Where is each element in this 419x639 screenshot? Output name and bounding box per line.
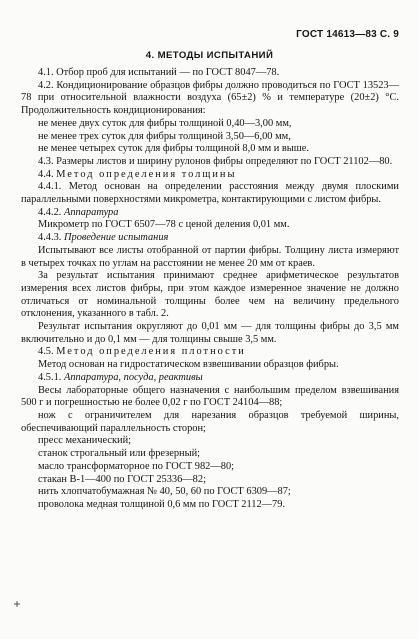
heading-text: Метод определения толщины (56, 168, 237, 180)
heading-4-4-3 (21, 232, 399, 245)
paragraph-testing: Испытывают все листы отобранной от партии фибры. Толщину листа измеряют в четырех точках по углам на расстоянии не менее 20 мм от краев. (21, 244, 399, 269)
paragraph-rounding: Результат испытания округляют до 0,01 мм — для толщины фибры до 3,5 мм включительно и до 0,1 мм — для толщины свыше 3,5 мм. (21, 321, 399, 345)
list-item: не менее двух суток для фибры толщиной 0,40—3,00 мм, (38, 117, 292, 129)
heading-4-4 (21, 169, 399, 182)
list-item: нож с ограничителем для нарезания образцов требуемой ширины, обеспечивающий параллельность сторон; (21, 409, 399, 434)
heading-text: Проведение испытания (64, 232, 169, 244)
heading-text: Аппаратура, посуда, реактивы (64, 371, 203, 383)
paragraph-micrometer: Микрометр по ГОСТ 6507—78 с ценой деления 0,01 мм. (38, 219, 290, 231)
heading-number: 4.5.1. (38, 371, 62, 383)
heading-number: 4.5. (38, 346, 54, 358)
heading-number: 4.4. (38, 168, 54, 180)
list-item: масло трансформаторное по ГОСТ 982—80; (38, 460, 235, 472)
margin-mark-icon (14, 601, 20, 607)
heading-4-5-1 (21, 372, 399, 385)
section-title: 4. МЕТОДЫ ИСПЫТАНИЙ (145, 50, 274, 61)
list-item: пресс механический; (38, 435, 132, 447)
paragraph-result: За результат испытания принимают среднее арифметическое результатов измерения всех листов фибры, при этом каждое измеренное значение не должно отличаться от номинальной толщины более чем на величину предельного отклонения, указанного в табл. 2. (21, 270, 399, 320)
heading-text: Аппаратура (64, 206, 119, 218)
paragraph-4-4-1: 4.4.1. Метод основан на определении расстояния между двумя плоскими параллельными поверхностями микрометра, контактирующими с листом фибры. (21, 181, 399, 206)
paragraph-4-2: 4.2. Кондиционирование образцов фибры должно проводиться по ГОСТ 13523—78 при относительной влажности воздуха (65±2) % и температуре (20±2) °С. Продолжительность кондиционирования: (21, 79, 399, 117)
list-item: не менее трех суток для фибры толщиной 3,50—6,00 мм, (38, 130, 291, 142)
heading-text: Метод определения плотности (56, 346, 246, 358)
list-item: Весы лабораторные общего назначения с наибольшим пределом взвешивания 500 г и погрешностью не более 0,02 г по ГОСТ 24104—88; (21, 384, 399, 409)
list-item: станок строгальный или фрезерный; (38, 448, 201, 460)
paragraph-density-method: Метод основан на гидростатическом взвешивании образцов фибры. (38, 359, 339, 371)
heading-4-5 (21, 346, 399, 359)
document-body (21, 67, 399, 512)
page-header-doc-ref: ГОСТ 14613—83 С. 9 (296, 29, 399, 40)
list-item: стакан В-1—400 по ГОСТ 25336—82; (38, 473, 206, 485)
paragraph-4-1: 4.1. Отбор проб для испытаний — по ГОСТ 8047—78. (38, 67, 280, 78)
heading-4-4-2 (21, 207, 399, 220)
list-item: не менее четырех суток для фибры толщиной 8,0 мм и выше. (38, 143, 309, 155)
heading-number: 4.4.3. (38, 232, 62, 244)
paragraph-4-3: 4.3. Размеры листов и ширину рулонов фибры определяют по ГОСТ 21102—80. (38, 155, 393, 167)
list-item: проволока медная толщиной 0,6 мм по ГОСТ 2112—79. (38, 498, 286, 510)
list-item: нить хлопчатобумажная № 40, 50, 60 по ГОСТ 6309—87; (38, 486, 291, 498)
heading-number: 4.4.2. (38, 206, 62, 218)
